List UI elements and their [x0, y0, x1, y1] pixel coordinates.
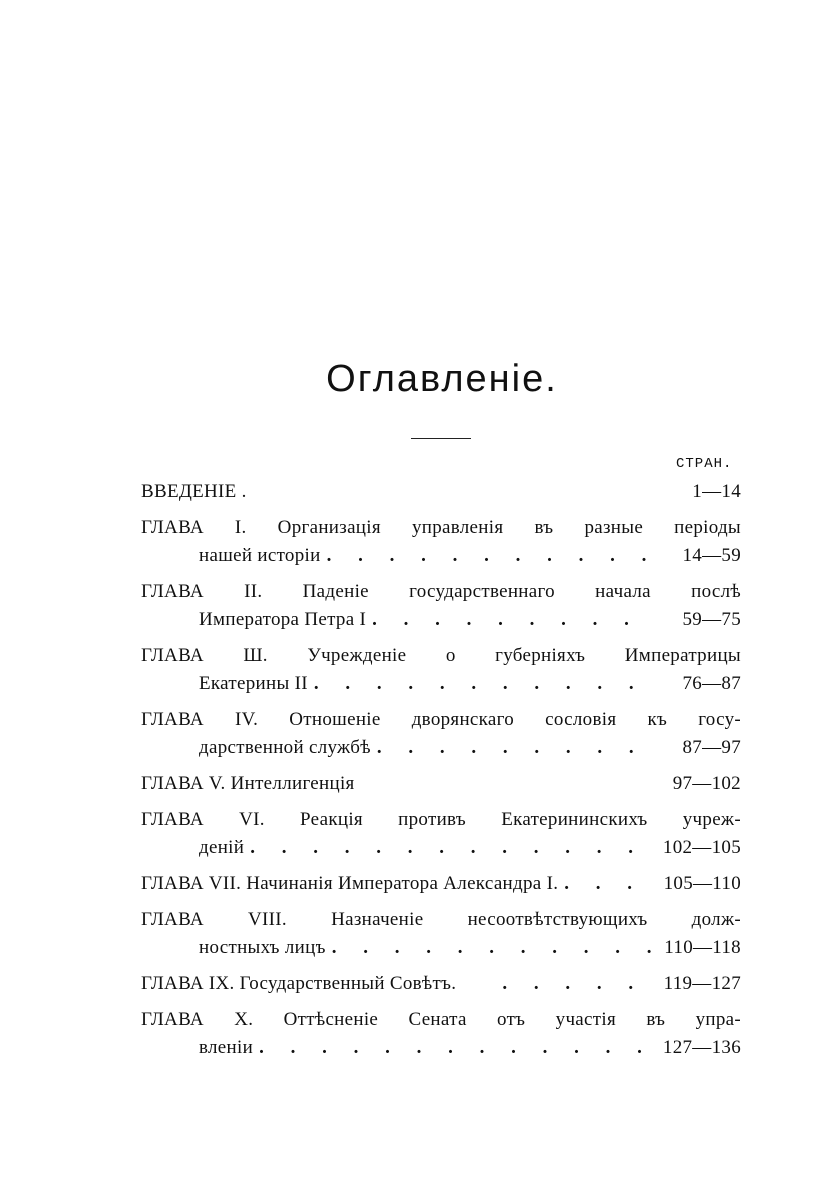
toc-entry-chapter-3 — [141, 642, 741, 698]
entry-title: ГЛАВА I. Организація управленія въ разные періоды — [141, 517, 741, 538]
entry-pages: 97—102 — [672, 773, 741, 794]
toc-entry-chapter-5 — [141, 770, 741, 798]
entry-pages: 14—59 — [682, 545, 741, 566]
entry-title-continued: Екатерины II — [199, 673, 308, 694]
toc-entry-introduction — [141, 478, 741, 506]
entry-pages: 119—127 — [663, 973, 741, 994]
entry-title-continued: деній — [199, 837, 245, 858]
entry-title-continued: ностныхъ лицъ — [199, 937, 326, 958]
page-column-header: СТРАН. — [676, 456, 733, 472]
entry-title: ГЛАВА IX. Государственный Совѣтъ. — [141, 973, 457, 994]
entry-title: ГЛАВА VII. Начинанія Императора Александра I. — [141, 873, 559, 894]
toc-entry-chapter-8 — [141, 906, 741, 962]
toc-entry-chapter-6 — [141, 806, 741, 862]
entry-pages: 1—14 — [692, 481, 741, 502]
entry-pages: 110—118 — [664, 937, 741, 958]
dot-leader — [314, 670, 655, 698]
entry-title: ГЛАВА VIII. Назначеніе несоотвѣтствующихъ долж- — [141, 909, 741, 930]
dot-leader — [259, 1034, 655, 1062]
table-of-contents — [141, 478, 741, 1070]
entry-pages: 105—110 — [663, 873, 741, 894]
entry-pages: 102—105 — [662, 837, 741, 858]
entry-title: ГЛАВА II. Паденіе государственнаго начала послѣ — [141, 581, 741, 602]
dot-leader — [377, 734, 655, 762]
entry-title-continued: нашей исторіи — [199, 545, 321, 566]
dot-leader — [564, 870, 655, 898]
entry-title-continued: Императора Петра I — [199, 609, 367, 630]
dot-leader — [250, 834, 655, 862]
entry-title: ГЛАВА IV. Отношеніе дворянскаго сословія къ госу- — [141, 709, 741, 730]
entry-title: ГЛАВА V. Интеллигенція — [141, 773, 355, 794]
entry-title: ГЛАВА X. Оттѣсненіе Сената отъ участія въ упра- — [141, 1009, 741, 1030]
toc-entry-chapter-10 — [141, 1006, 741, 1062]
toc-entry-chapter-4 — [141, 706, 741, 762]
entry-pages: 87—97 — [682, 737, 741, 758]
toc-entry-chapter-2 — [141, 578, 741, 634]
title-rule — [411, 438, 471, 439]
dot-leader — [462, 970, 655, 998]
dot-leader — [332, 934, 655, 962]
toc-entry-chapter-7 — [141, 870, 741, 898]
entry-title: ГЛАВА VI. Реакція противъ Екатерининскихъ учреж- — [141, 809, 741, 830]
entry-title-continued: вленіи — [199, 1037, 254, 1058]
entry-pages: 127—136 — [662, 1037, 741, 1058]
toc-entry-chapter-9 — [141, 970, 741, 998]
entry-title-continued: дарственной службѣ — [199, 737, 371, 758]
dot-leader — [372, 606, 655, 634]
entry-title: ВВЕДЕНІЕ . — [141, 481, 247, 502]
entry-pages: 59—75 — [682, 609, 741, 630]
dot-leader — [327, 542, 655, 570]
entry-pages: 76—87 — [682, 673, 741, 694]
entry-title: ГЛАВА Ш. Учрежденіе о губерніяхъ Императрицы — [141, 645, 741, 666]
page-title: Оглавленіе. — [326, 358, 558, 400]
toc-entry-chapter-1 — [141, 514, 741, 570]
